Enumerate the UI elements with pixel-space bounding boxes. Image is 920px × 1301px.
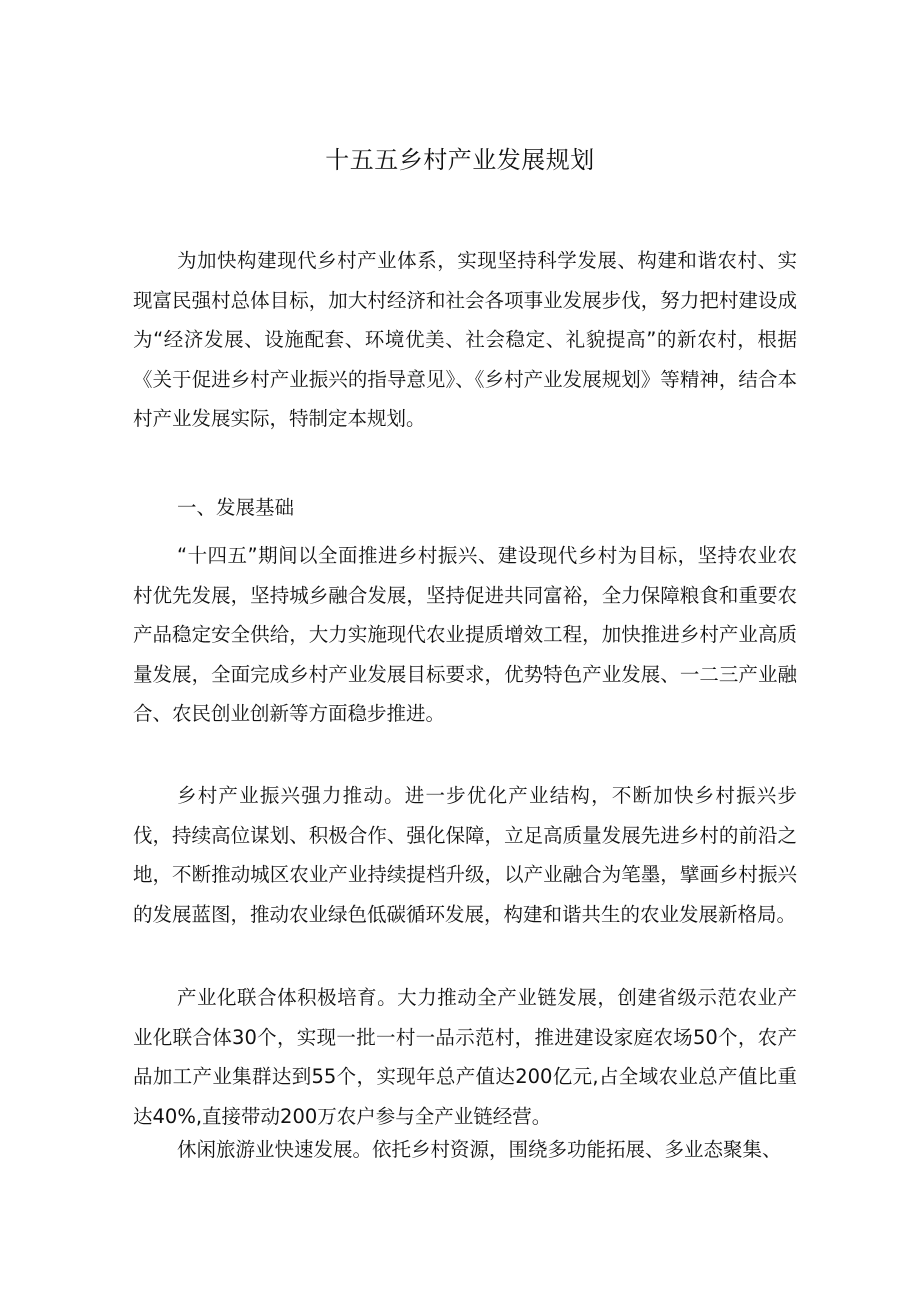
paragraph-industrial-consortium: 产业化联合体积极培育。大力推动全产业链发展，创建省级示范农业产业化联合体30个，实现一批一村一品示范村，推进建设家庭农场50个，农产品加工产业集群达到55个，实现年总产值达200亿元,占全域农业总产值比重达40%,直接带动200万农户参与全产业链经营。: [133, 986, 797, 1128]
intro-paragraph: 为加快构建现代乡村产业体系，实现坚持科学发展、构建和谐农村、实现富民强村总体目标，加大村经济和社会各项事业发展步伐，努力把村建设成为“经济发展、设施配套、环境优美、社会稳定、礼貌提高”的新农村，根据《关于促进乡村产业振兴的指导意见》、《乡村产业发展规划》等精神，结合本村产业发展实际，特制定本规划。: [133, 249, 797, 430]
paragraph-leisure-tourism: 休闲旅游业快速发展。依托乡村资源，围绕多功能拓展、多业态聚集、: [177, 1138, 782, 1161]
paragraph-development-basis: “十四五”期间以全面推进乡村振兴、建设现代乡村为目标，坚持农业农村优先发展，坚持城乡融合发展，坚持促进共同富裕，全力保障粮食和重要农产品稳定安全供给，大力实施现代农业提质增效工程，加快推进乡村产业高质量发展，全面完成乡村产业发展目标要求，优势特色产业发展、一二三产业融合、农民创业创新等方面稳步推进。: [133, 544, 797, 725]
section-heading: 一、发展基础: [177, 496, 295, 519]
document-title: 十五五乡村产业发展规划: [325, 146, 595, 174]
paragraph-industry-revitalization: 乡村产业振兴强力推动。进一步优化产业结构，不断加快乡村振兴步伐，持续高位谋划、积极合作、强化保障，立足高质量发展先进乡村的前沿之地，不断推动城区农业产业持续提档升级，以产业融合为笔墨，擘画乡村振兴的发展蓝图，推动农业绿色低碳循环发展，构建和谐共生的农业发展新格局。: [133, 784, 797, 926]
